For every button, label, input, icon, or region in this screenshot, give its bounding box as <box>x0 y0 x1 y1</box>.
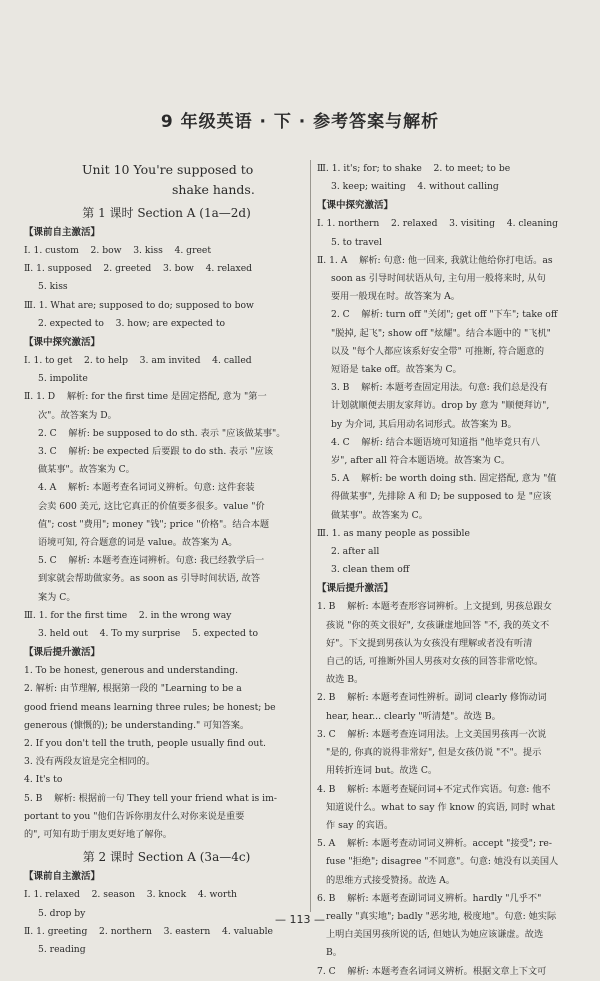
answer-line: good friend means learning three rules; be honest; be <box>24 701 276 713</box>
answer-line: 3. held out 4. To my surprise 5. expected to <box>38 628 258 640</box>
answer-line: 4. It's to <box>24 774 63 786</box>
answer-line: 好"。下文提到男孩认为女孩没有理解或者没有听清 <box>326 637 533 649</box>
answer-line: 用转折连词 but。故选 C。 <box>326 765 438 777</box>
section-heading: 【课中探究激活】 <box>317 200 394 212</box>
answer-line: 要用一般现在时。故答案为 A。 <box>331 291 460 303</box>
section-heading: 【课前自主激活】 <box>24 871 101 883</box>
answer-line: 2. If you don't tell the truth, people usually find out. <box>24 738 266 750</box>
answer-line: 得做某事", 先排除 A 和 D; be supposed to 是 "应该 <box>331 491 552 503</box>
answer-line: Ⅱ. 1. greeting 2. northern 3. eastern 4. valuable <box>24 925 273 937</box>
answer-line: 5. drop by <box>38 907 86 919</box>
answer-line: Ⅲ. 1. as many people as possible <box>317 527 470 539</box>
answer-line: 4. B 解析: 本题考查疑问词+不定式作宾语。句意: 他不 <box>317 783 551 795</box>
unit-title-line1: Unit 10 You're supposed to <box>82 162 254 177</box>
answer-line: 上明白美国男孩所说的话, 但她认为她应该谦虚。故选 <box>326 929 544 941</box>
right-answer-lines <box>317 160 587 981</box>
unit-title <box>24 160 309 200</box>
answer-line: 孩说 "你的英文很好", 女孩谦虚地回答 "不, 我的英文不 <box>326 619 550 631</box>
section-heading: 【课后提升激活】 <box>24 647 101 659</box>
answer-line: 会卖 600 美元, 这比它真正的价值要多很多。value "价 <box>38 500 265 512</box>
section-heading: 【课中探究激活】 <box>24 337 101 349</box>
answer-line: 4. C 解析: 结合本题语境可知道指 "他毕竟只有八 <box>331 436 540 448</box>
answer-line: Ⅰ. 1. custom 2. bow 3. kiss 4. greet <box>24 245 212 256</box>
answer-line: 5. A 解析: be worth doing sth. 固定搭配, 意为 "值 <box>331 473 557 485</box>
answer-line: Ⅱ. 1. supposed 2. greeted 3. bow 4. relaxed <box>24 263 253 275</box>
answer-line: 2. expected to 3. how; are expected to <box>38 317 226 329</box>
answer-line: 故选 B。 <box>326 674 364 686</box>
answer-line: 以及 "每个人都应该系好安全带" 可推断, 符合题意的 <box>331 345 545 357</box>
answer-line: Ⅱ. 1. A 解析: 句意: 他一回来, 我就让他给你打电话。as <box>317 254 553 266</box>
answer-line: 计划就顺便去朋友家拜访。drop by 意为 "顺便拜访", <box>331 400 550 412</box>
answer-line: 2. 解析: 由节理解, 根据第一段的 "Learning to be a <box>24 683 242 695</box>
answer-line: 7. C 解析: 本题考查名词词义辨析。根据文章上下文可 <box>317 965 547 977</box>
answer-line: generous (慷慨的); be understanding." 可知答案。 <box>24 719 250 731</box>
answer-line: hear, hear... clearly "听清楚"。故选 B。 <box>326 710 501 722</box>
answer-line: Ⅲ. 1. What are; supposed to do; supposed to bow <box>24 299 254 311</box>
answer-line: Ⅲ. 1. for the first time 2. in the wrong way <box>24 609 232 621</box>
answer-line: 案为 C。 <box>38 591 76 603</box>
answer-line: 1. B 解析: 本题考查形容词辨析。上文提到, 男孩总跟女 <box>317 601 552 613</box>
lesson-heading: 第 2 课时 Section A (3a—4c) <box>82 850 251 865</box>
answer-line: 2. C 解析: be supposed to do sth. 表示 "应该做某事"。 <box>38 427 286 439</box>
answer-line: 岁", after all 符合本题语境。故答案为 C。 <box>331 455 511 467</box>
lesson-heading: 第 1 课时 Section A (1a—2d) <box>82 206 251 220</box>
answer-line: 6. B 解析: 本题考查副词词义辨析。hardly "几乎不" <box>317 892 542 904</box>
answer-line: really "真实地"; badly "恶劣地, 极度地"。句意: 她实际 <box>326 910 557 922</box>
answer-line: 语境可知, 符合题意的词是 value。故答案为 A。 <box>38 537 238 549</box>
answer-line: 5. B 解析: 根据前一句 They tell your friend what is im- <box>24 792 277 804</box>
answer-line: Ⅱ. 1. D 解析: for the first time 是固定搭配, 意为 "第一 <box>24 391 267 403</box>
answer-line: 5. C 解析: 本题考查连词辨析。句意: 我已经教学后一 <box>38 555 265 567</box>
answer-line: 的", 可知有助于朋友更好地了解你。 <box>24 829 172 841</box>
answer-line: 知道说什么。what to say 作 know 的宾语, 同时 what <box>326 801 556 813</box>
answer-line: 3. C 解析: 本题考查连词用法。上文美国男孩再一次说 <box>317 728 547 740</box>
answer-line: 2. after all <box>331 546 380 558</box>
section-heading: 【课后提升激活】 <box>317 583 394 595</box>
answer-line: 做某事"。故答案为 C。 <box>38 464 135 476</box>
answer-line: 5. A 解析: 本题考查动词词义辨析。accept "接受"; re- <box>317 838 552 850</box>
page-number: — 113 — <box>275 913 325 926</box>
answer-line: portant to you "他们告诉你朋友什么对你来说是重要 <box>24 810 245 822</box>
answer-line: 5. reading <box>38 943 86 955</box>
answer-line: 5. to travel <box>331 236 382 248</box>
answer-line: by 为介词, 其后用动名词形式。故答案为 B。 <box>331 418 517 430</box>
answer-line: 4. A 解析: 本题考查名词词义辨析。句意: 这件套装 <box>38 482 255 494</box>
answer-line: 短语是 take off。故答案为 C。 <box>331 364 462 376</box>
column-divider <box>310 160 311 912</box>
answer-line: Ⅲ. 1. it's; for; to shake 2. to meet; to be <box>317 163 511 174</box>
answer-line: 3. clean them off <box>331 564 410 576</box>
answer-line: "脱掉, 起飞"; show off "炫耀"。结合本题中的 "飞机" <box>331 327 551 339</box>
answer-line: 次"。故答案为 D。 <box>38 409 117 421</box>
answer-line: 的思维方式接受赞扬。故选 A。 <box>326 874 455 886</box>
answer-line: soon as 引导时间状语从句, 主句用一般将来时, 从句 <box>331 273 546 285</box>
section-heading: 【课前自主激活】 <box>24 227 101 238</box>
answer-line: 3. keep; waiting 4. without calling <box>331 181 499 193</box>
answer-line: 作 say 的宾语。 <box>326 819 394 831</box>
left-answer-lines <box>24 203 309 959</box>
answer-line: 5. impolite <box>38 373 88 385</box>
answer-line: 1. To be honest, generous and understanding. <box>24 665 239 677</box>
answer-line: 2. B 解析: 本题考查词性辨析。副词 clearly 修饰动词 <box>317 692 547 704</box>
answer-line: Ⅰ. 1. northern 2. relaxed 3. visiting 4. cleaning <box>317 218 559 230</box>
page-title: 9 年级英语 · 下 · 参考答案与解析 <box>160 112 440 132</box>
answer-line: 值"; cost "费用"; money "钱"; price "价格"。结合本题 <box>38 518 270 530</box>
unit-title-line2: shake hands. <box>172 182 255 197</box>
answer-line: Ⅰ. 1. to get 2. to help 3. am invited 4. called <box>24 355 252 367</box>
answer-line: fuse "拒绝"; disagree "不同意"。句意: 她没有以美国人 <box>326 856 559 868</box>
answer-line: "是的, 你真的说得非常好", 但是女孩仍说 "不"。提示 <box>326 747 542 759</box>
answer-line: 3. B 解析: 本题考查固定用法。句意: 我们总是没有 <box>331 382 548 394</box>
answer-line: 3. C 解析: be expected 后要跟 to do sth. 表示 "应该 <box>38 446 274 458</box>
answer-line: 做某事"。故答案为 C。 <box>331 509 428 521</box>
answer-line: B。 <box>326 947 342 959</box>
answer-line: 自己的话, 可推断外国人男孩对女孩的回答非常吃惊。 <box>326 656 544 668</box>
left-column <box>24 160 309 959</box>
answer-line: 到家就会帮助做家务。as soon as 引导时间状语, 故答 <box>38 573 261 585</box>
answer-line: 3. 没有两段友谊是完全相同的。 <box>24 756 156 768</box>
answer-line: 5. kiss <box>38 281 68 293</box>
answer-line: Ⅰ. 1. relaxed 2. season 3. knock 4. worth <box>24 889 237 901</box>
answer-line: 2. C 解析: turn off "关闭"; get off "下车"; take off <box>331 309 558 321</box>
right-column <box>317 160 587 981</box>
